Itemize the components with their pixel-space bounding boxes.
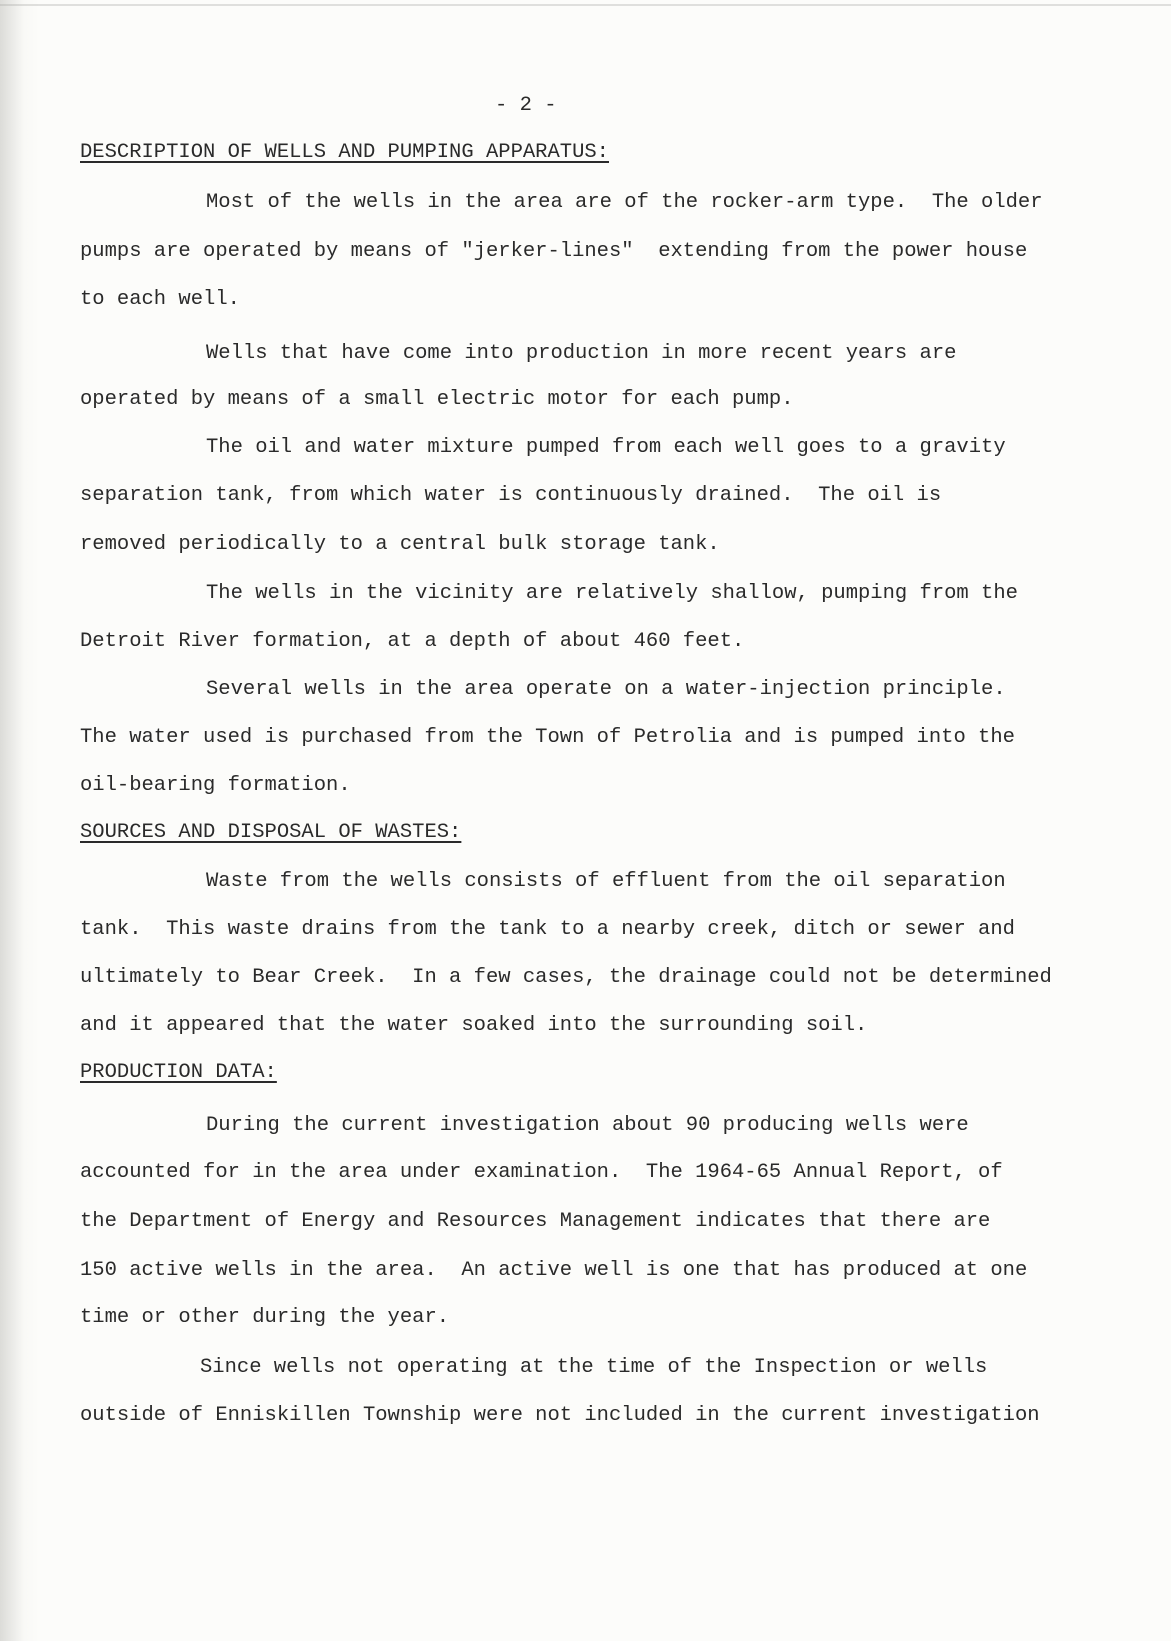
section-heading-sources: SOURCES AND DISPOSAL OF WASTES:	[80, 821, 462, 844]
paragraph-line: to each well.	[80, 288, 240, 311]
paragraph-line: pumps are operated by means of "jerker-lines" extending from the power house	[80, 240, 1028, 263]
paragraph-line: During the current investigation about 90 producing wells were	[206, 1114, 969, 1137]
paragraph-line: the Department of Energy and Resources Management indicates that there are	[80, 1210, 991, 1233]
scan-edge-shadow	[0, 0, 40, 1641]
paragraph-line: Waste from the wells consists of effluent from the oil separation	[206, 870, 1006, 893]
paragraph-line: and it appeared that the water soaked into the surrounding soil.	[80, 1014, 868, 1037]
paragraph-line: 150 active wells in the area. An active well is one that has produced at one	[80, 1259, 1028, 1282]
page-number: - 2 -	[495, 94, 557, 117]
paragraph-line: Detroit River formation, at a depth of about 460 feet.	[80, 630, 745, 653]
paragraph-line: The oil and water mixture pumped from each well goes to a gravity	[206, 436, 1006, 459]
paragraph-line: Wells that have come into production in more recent years are	[206, 342, 957, 365]
section-heading-description: DESCRIPTION OF WELLS AND PUMPING APPARATUS:	[80, 141, 609, 164]
paragraph-line: outside of Enniskillen Township were not included in the current investigation	[80, 1404, 1040, 1427]
paragraph-line: Most of the wells in the area are of the rocker-arm type. The older	[206, 191, 1043, 214]
paragraph-line: Since wells not operating at the time of the Inspection or wells	[200, 1356, 988, 1379]
paragraph-line: The wells in the vicinity are relatively shallow, pumping from the	[206, 582, 1018, 605]
paragraph-line: separation tank, from which water is continuously drained. The oil is	[80, 484, 942, 507]
paragraph-line: accounted for in the area under examination. The 1964-65 Annual Report, of	[80, 1161, 1003, 1184]
paragraph-line: operated by means of a small electric motor for each pump.	[80, 388, 794, 411]
paragraph-line: time or other during the year.	[80, 1306, 450, 1329]
paragraph-line: tank. This waste drains from the tank to a nearby creek, ditch or sewer and	[80, 918, 1015, 941]
paragraph-line: Several wells in the area operate on a water-injection principle.	[206, 678, 1006, 701]
scan-top-edge	[0, 4, 1171, 6]
paragraph-line: removed periodically to a central bulk storage tank.	[80, 533, 720, 556]
paragraph-line: ultimately to Bear Creek. In a few cases, the drainage could not be determined	[80, 966, 1052, 989]
section-heading-production: PRODUCTION DATA:	[80, 1061, 277, 1084]
paragraph-line: oil-bearing formation.	[80, 774, 351, 797]
paragraph-line: The water used is purchased from the Town of Petrolia and is pumped into the	[80, 726, 1015, 749]
